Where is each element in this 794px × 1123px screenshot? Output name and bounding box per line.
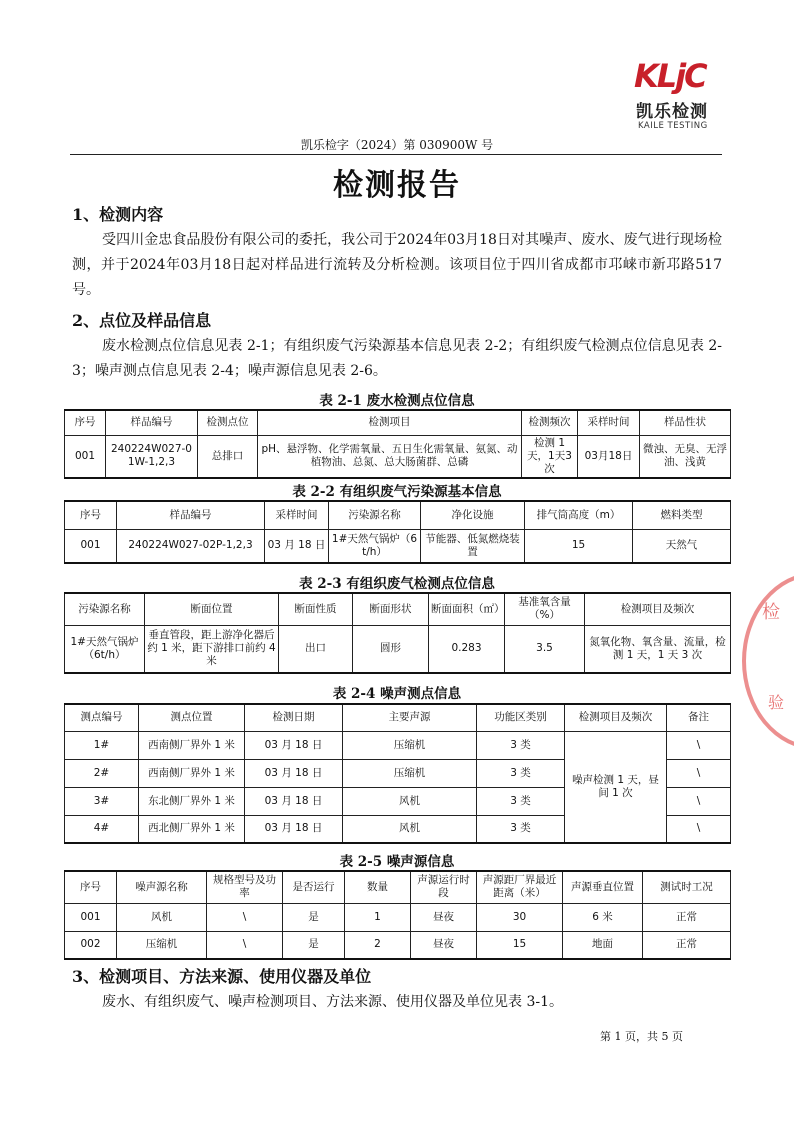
table-row bbox=[65, 731, 731, 759]
table-header-cell: 序号 bbox=[65, 871, 117, 903]
table-header-cell: 检测日期 bbox=[245, 704, 343, 731]
table-cell: 3 类 bbox=[477, 787, 565, 815]
table-cell: 002 bbox=[65, 931, 117, 959]
table-header-cell: 断面形状 bbox=[353, 593, 429, 625]
header-divider bbox=[70, 154, 722, 155]
table-cell: 圆形 bbox=[353, 625, 429, 673]
table-header-cell: 功能区类别 bbox=[477, 704, 565, 731]
table-cell: 昼夜 bbox=[411, 931, 477, 959]
table-header-cell: 断面位置 bbox=[145, 593, 279, 625]
section-2-text: 废水检测点位信息见表 2-1；有组织废气污染源基本信息见表 2-2；有组织废气检测点位信息见表 2-3；噪声测点信息见表 2-4；噪声源信息见表 2-6。 bbox=[72, 338, 722, 379]
table-cell: 压缩机 bbox=[343, 759, 477, 787]
table-cell: 检测 1 天，1天3次 bbox=[522, 435, 578, 478]
table-cell: 03 月 18 日 bbox=[245, 759, 343, 787]
table-cell: 1#天然气锅炉（6t/h） bbox=[329, 529, 421, 563]
table-header-cell: 样品编号 bbox=[106, 410, 198, 435]
table-header-cell: 净化设施 bbox=[421, 501, 525, 529]
company-logo-name: 凯乐检测 bbox=[636, 102, 708, 122]
table-cell: 3.5 bbox=[505, 625, 585, 673]
table-cell: 03 月 18 日 bbox=[245, 787, 343, 815]
table-header-cell: 燃料类型 bbox=[633, 501, 731, 529]
table-2-4-caption: 表 2-4 噪声测点信息 bbox=[332, 686, 462, 702]
company-logo-mark: KLjC bbox=[634, 57, 706, 95]
table-merged-cell: 噪声检测 1 天，昼间 1 次 bbox=[565, 731, 667, 843]
table-header-cell: 测试时工况 bbox=[643, 871, 731, 903]
section-3-text: 废水、有组织废气、噪声检测项目、方法来源、使用仪器及单位见表 3-1。 bbox=[102, 994, 563, 1010]
table-header-cell: 样品性状 bbox=[640, 410, 731, 435]
table-header-cell: 序号 bbox=[65, 410, 106, 435]
table-cell: 03 月 18 日 bbox=[265, 529, 329, 563]
stamp-text: 检 bbox=[762, 602, 780, 623]
table-cell: 垂直管段，距上游净化器后约 1 米，距下游排口前约 4 米 bbox=[145, 625, 279, 673]
table-cell: 1# bbox=[65, 731, 139, 759]
table-2-4 bbox=[64, 703, 731, 844]
table-header-cell: 污染源名称 bbox=[65, 593, 145, 625]
table-header-cell: 检测点位 bbox=[198, 410, 258, 435]
table-header-cell: 检测项目及频次 bbox=[565, 704, 667, 731]
table-header-cell: 是否运行 bbox=[283, 871, 345, 903]
table-cell: 西南侧厂界外 1 米 bbox=[139, 759, 245, 787]
table-cell: pH、悬浮物、化学需氧量、五日生化需氧量、氨氮、动植物油、总氮、总大肠菌群、总磷 bbox=[258, 435, 522, 478]
table-cell: 风机 bbox=[343, 787, 477, 815]
table-cell: 西北侧厂界外 1 米 bbox=[139, 815, 245, 843]
table-header-cell: 检测项目及频次 bbox=[585, 593, 731, 625]
table-cell: 压缩机 bbox=[343, 731, 477, 759]
table-cell: \ bbox=[667, 731, 731, 759]
section-1-text: 受四川金忠食品股份有限公司的委托，我公司于2024年03月18日对其噪声、废水、废气进行现场检测，并于2024年03月18日起对样品进行流转及分析检测。该项目位于四川省成都市邛崃市新邛路517号。 bbox=[72, 232, 722, 298]
table-cell: 昼夜 bbox=[411, 903, 477, 931]
table-cell: \ bbox=[207, 903, 283, 931]
table-cell: 1 bbox=[345, 903, 411, 931]
table-cell: 是 bbox=[283, 931, 345, 959]
table-cell: 2 bbox=[345, 931, 411, 959]
page-number: 第 1 页，共 5 页 bbox=[600, 1030, 683, 1043]
table-header-cell: 检测频次 bbox=[522, 410, 578, 435]
section-3-heading: 3、检测项目、方法来源、使用仪器及单位 bbox=[72, 967, 372, 986]
table-header-cell: 采样时间 bbox=[578, 410, 640, 435]
table-cell: \ bbox=[207, 931, 283, 959]
table-cell: 东北侧厂界外 1 米 bbox=[139, 787, 245, 815]
table-cell: 001 bbox=[65, 529, 117, 563]
table-cell: 3 类 bbox=[477, 815, 565, 843]
table-cell: 001 bbox=[65, 903, 117, 931]
table-header-cell: 主要声源 bbox=[343, 704, 477, 731]
table-header-cell: 数量 bbox=[345, 871, 411, 903]
stamp-text: 验 bbox=[768, 693, 785, 712]
table-cell: 3# bbox=[65, 787, 139, 815]
table-cell: 节能器、低氮燃烧装置 bbox=[421, 529, 525, 563]
report-number: 凯乐检字（2024）第 030900W 号 bbox=[300, 138, 494, 152]
table-cell: 压缩机 bbox=[117, 931, 207, 959]
table-cell: 03 月 18 日 bbox=[245, 731, 343, 759]
table-cell: 15 bbox=[477, 931, 563, 959]
page-title: 检测报告 bbox=[333, 168, 461, 203]
table-2-2 bbox=[64, 500, 731, 564]
table-2-1 bbox=[64, 409, 731, 479]
table-header-cell: 基准氧含量（%） bbox=[505, 593, 585, 625]
table-row bbox=[65, 625, 731, 673]
table-cell: 001 bbox=[65, 435, 106, 478]
company-logo-english: KAILE TESTING bbox=[638, 121, 708, 131]
table-header-cell: 声源距厂界最近距离（米） bbox=[477, 871, 563, 903]
table-cell: 1#天然气锅炉（6t/h） bbox=[65, 625, 145, 673]
table-header-cell: 污染源名称 bbox=[329, 501, 421, 529]
table-cell: 风机 bbox=[117, 903, 207, 931]
table-2-3 bbox=[64, 592, 731, 674]
table-cell: 240224W027-01W-1,2,3 bbox=[106, 435, 198, 478]
table-header-cell: 序号 bbox=[65, 501, 117, 529]
table-cell: \ bbox=[667, 759, 731, 787]
table-cell: 03月18日 bbox=[578, 435, 640, 478]
table-header-cell: 备注 bbox=[667, 704, 731, 731]
table-row bbox=[65, 931, 731, 959]
table-cell: 6 米 bbox=[563, 903, 643, 931]
table-header-cell: 断面性质 bbox=[279, 593, 353, 625]
table-cell: 天然气 bbox=[633, 529, 731, 563]
table-2-5 bbox=[64, 870, 731, 960]
table-header-cell: 规格型号及功率 bbox=[207, 871, 283, 903]
table-cell: 微浊、无臭、无浮油、浅黄 bbox=[640, 435, 731, 478]
table-header-cell: 断面面积（㎡） bbox=[429, 593, 505, 625]
table-2-1-caption: 表 2-1 废水检测点位信息 bbox=[319, 393, 475, 409]
table-header-cell: 测点编号 bbox=[65, 704, 139, 731]
table-2-5-caption: 表 2-5 噪声源信息 bbox=[339, 854, 455, 870]
table-cell: 240224W027-02P-1,2,3 bbox=[117, 529, 265, 563]
table-cell: 3 类 bbox=[477, 759, 565, 787]
table-header-cell: 样品编号 bbox=[117, 501, 265, 529]
table-cell: 地面 bbox=[563, 931, 643, 959]
table-cell: 4# bbox=[65, 815, 139, 843]
table-cell: 正常 bbox=[643, 931, 731, 959]
table-cell: 风机 bbox=[343, 815, 477, 843]
table-cell: 总排口 bbox=[198, 435, 258, 478]
table-cell: 西南侧厂界外 1 米 bbox=[139, 731, 245, 759]
table-cell: \ bbox=[667, 815, 731, 843]
table-cell: 正常 bbox=[643, 903, 731, 931]
table-cell: 03 月 18 日 bbox=[245, 815, 343, 843]
table-header-cell: 声源运行时段 bbox=[411, 871, 477, 903]
section-2-heading: 2、点位及样品信息 bbox=[72, 311, 212, 330]
table-cell: 15 bbox=[525, 529, 633, 563]
table-header-cell: 测点位置 bbox=[139, 704, 245, 731]
table-header-cell: 声源垂直位置 bbox=[563, 871, 643, 903]
table-header-cell: 噪声源名称 bbox=[117, 871, 207, 903]
table-2-2-caption: 表 2-2 有组织废气污染源基本信息 bbox=[292, 484, 502, 500]
table-cell: 3 类 bbox=[477, 731, 565, 759]
table-cell: 氮氧化物、氧含量、流量，检测 1 天，1 天 3 次 bbox=[585, 625, 731, 673]
table-2-3-caption: 表 2-3 有组织废气检测点位信息 bbox=[299, 576, 495, 592]
table-row bbox=[65, 435, 731, 478]
table-cell: \ bbox=[667, 787, 731, 815]
table-cell: 2# bbox=[65, 759, 139, 787]
table-header-cell: 采样时间 bbox=[265, 501, 329, 529]
table-cell: 出口 bbox=[279, 625, 353, 673]
table-row bbox=[65, 903, 731, 931]
table-cell: 30 bbox=[477, 903, 563, 931]
table-cell: 是 bbox=[283, 903, 345, 931]
table-row bbox=[65, 529, 731, 563]
section-1-heading: 1、检测内容 bbox=[72, 205, 164, 224]
table-header-cell: 检测项目 bbox=[258, 410, 522, 435]
table-header-cell: 排气筒高度（m） bbox=[525, 501, 633, 529]
table-cell: 0.283 bbox=[429, 625, 505, 673]
